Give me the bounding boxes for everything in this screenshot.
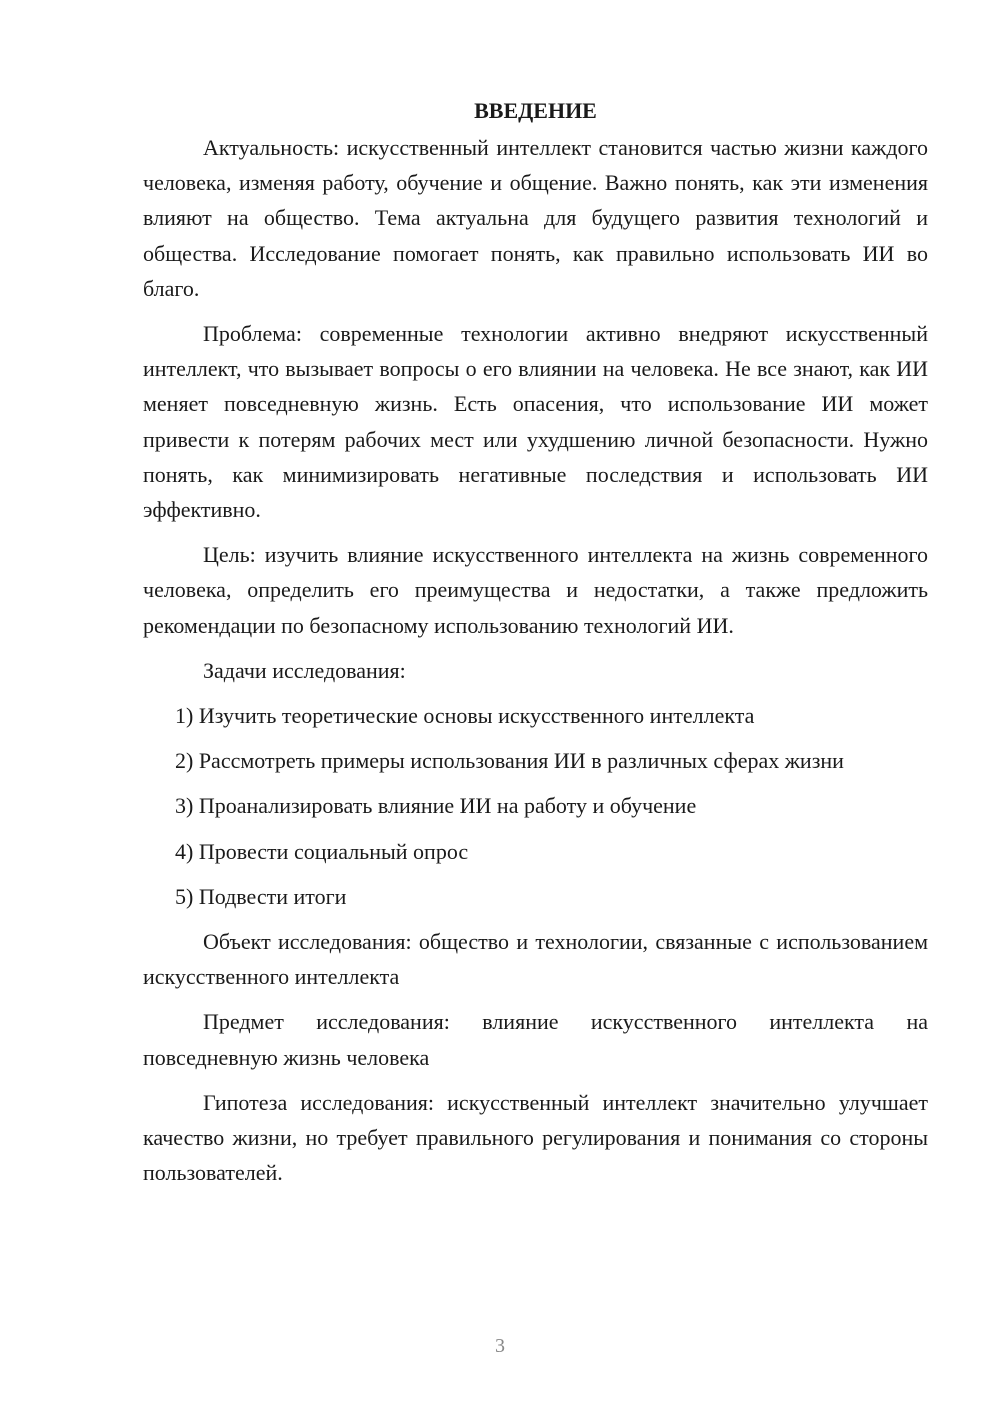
relevance-paragraph: Актуальность: искусственный интеллект становится частью жизни каждого человека, изменяя работу, обучение и общение. Важно понять, как эти изменения влияют на общество. Тема актуальна для будущего развития технологий и общества. Исследование помогает понять, как правильно использовать ИИ во благо. (143, 135, 928, 301)
tasks-heading: Задачи исследования: (203, 657, 406, 683)
task-item-2: 2) Рассмотреть примеры использования ИИ в различных сферах жизни (175, 748, 844, 774)
subject-paragraph: Предмет исследования: влияние искусственного интеллекта на повседневную жизнь человека (143, 1009, 928, 1070)
section-heading: ВВЕДЕНИЕ (474, 98, 597, 123)
task-item-1: 1) Изучить теоретические основы искусственного интеллекта (175, 703, 755, 729)
object-paragraph: Объект исследования: общество и технологии, связанные с использованием искусственного интеллекта (143, 929, 928, 990)
task-item-5: 5) Подвести итоги (175, 883, 347, 909)
problem-paragraph: Проблема: современные технологии активно внедряют искусственный интеллект, что вызывает вопросы о его влиянии на человека. Не все знают, как ИИ меняет повседневную жизнь. Есть опасения, что использование ИИ может привести к потерям рабочих мест или ухудшению личной безопасности. Нужно понять, как минимизировать негативные последствия и использовать ИИ эффективно. (143, 321, 928, 523)
page-number: 3 (495, 1335, 505, 1357)
page-content (143, 93, 928, 1190)
task-item-3: 3) Проанализировать влияние ИИ на работу и обучение (175, 793, 697, 819)
task-item-4: 4) Провести социальный опрос (175, 838, 469, 864)
hypothesis-paragraph: Гипотеза исследования: искусственный интеллект значительно улучшает качество жизни, но требует правильного регулирования и понимания со стороны пользователей. (143, 1089, 928, 1186)
goal-paragraph: Цель: изучить влияние искусственного интеллекта на жизнь современного человека, определить его преимущества и недостатки, а также предложить рекомендации по безопасному использованию технологий ИИ. (143, 542, 928, 638)
